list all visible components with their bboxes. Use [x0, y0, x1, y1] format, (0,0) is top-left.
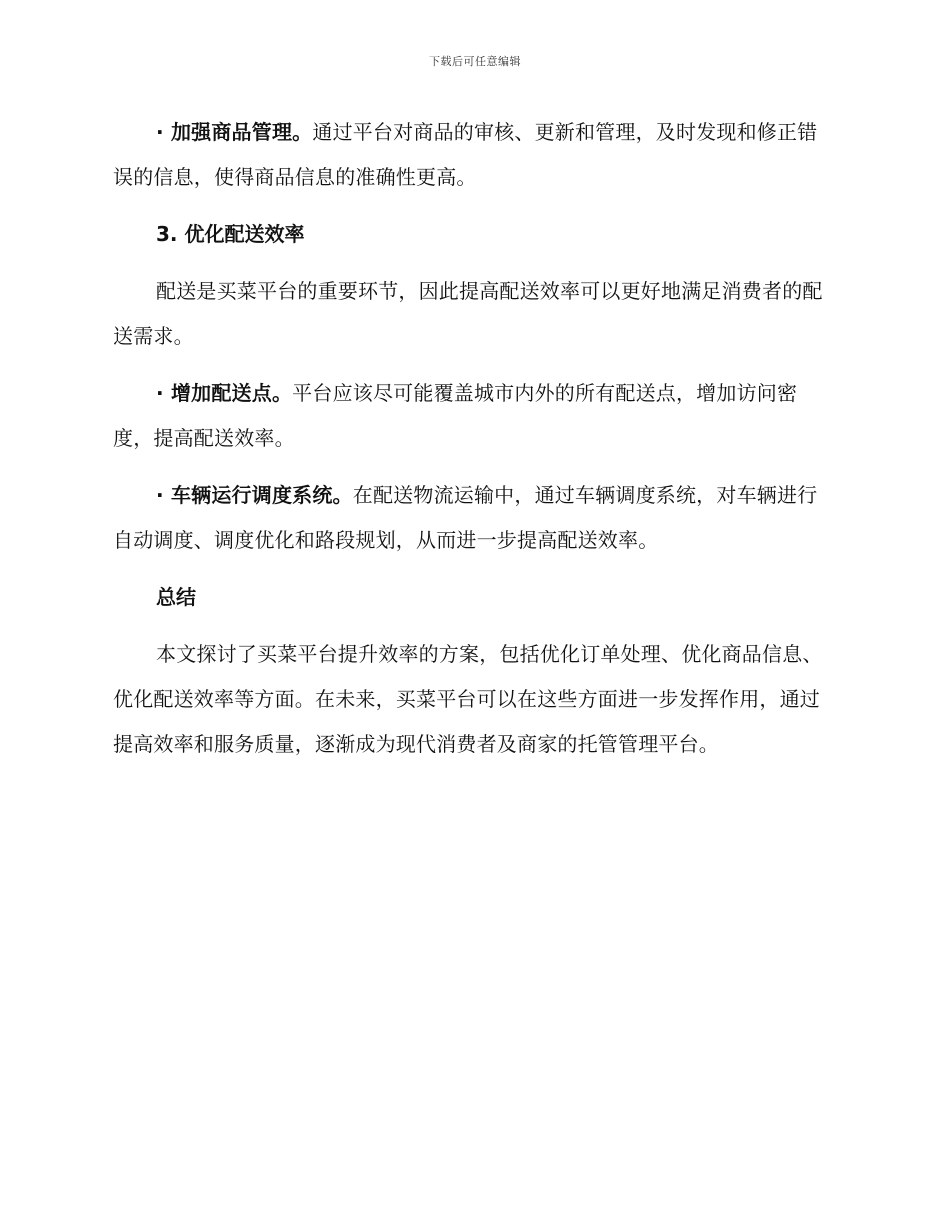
- paragraph-lead: · 加强商品管理。: [156, 120, 313, 144]
- section-heading-summary: 总结: [156, 585, 196, 609]
- document-body: [113, 110, 833, 779]
- paragraph-text: 在配送物流运输中，通过车辆调度系统，对车辆进行自动调度、调度优化和路段规划，从而进一步提高配送效率。: [113, 483, 818, 552]
- page-header: 下载后可任意编辑: [429, 55, 521, 68]
- paragraph-product-management: [113, 110, 833, 200]
- paragraph-delivery-points: [113, 371, 833, 461]
- paragraph-summary: [113, 632, 833, 767]
- section-heading-delivery: 3. 优化配送效率: [156, 222, 305, 246]
- paragraph-text: 通过平台对商品的审核、更新和管理，及时发现和修正错误的信息，使得商品信息的准确性更高。: [113, 120, 818, 189]
- paragraph-text: 平台应该尽可能覆盖城市内外的所有配送点，增加访问密度，提高配送效率。: [113, 381, 798, 450]
- paragraph-text: 本文探讨了买菜平台提升效率的方案，包括优化订单处理、优化商品信息、优化配送效率等方面。在未来，买菜平台可以在这些方面进一步发挥作用，通过提高效率和服务质量，逐渐成为现代消费者及商家的托管管理平台。: [113, 642, 823, 756]
- paragraph-vehicle-scheduling: [113, 473, 833, 563]
- paragraph-lead: · 车辆运行调度系统。: [156, 483, 353, 507]
- paragraph-delivery-intro: [113, 269, 833, 359]
- paragraph-text: 配送是买菜平台的重要环节，因此提高配送效率可以更好地满足消费者的配送需求。: [113, 279, 823, 348]
- paragraph-lead: · 增加配送点。: [156, 381, 293, 405]
